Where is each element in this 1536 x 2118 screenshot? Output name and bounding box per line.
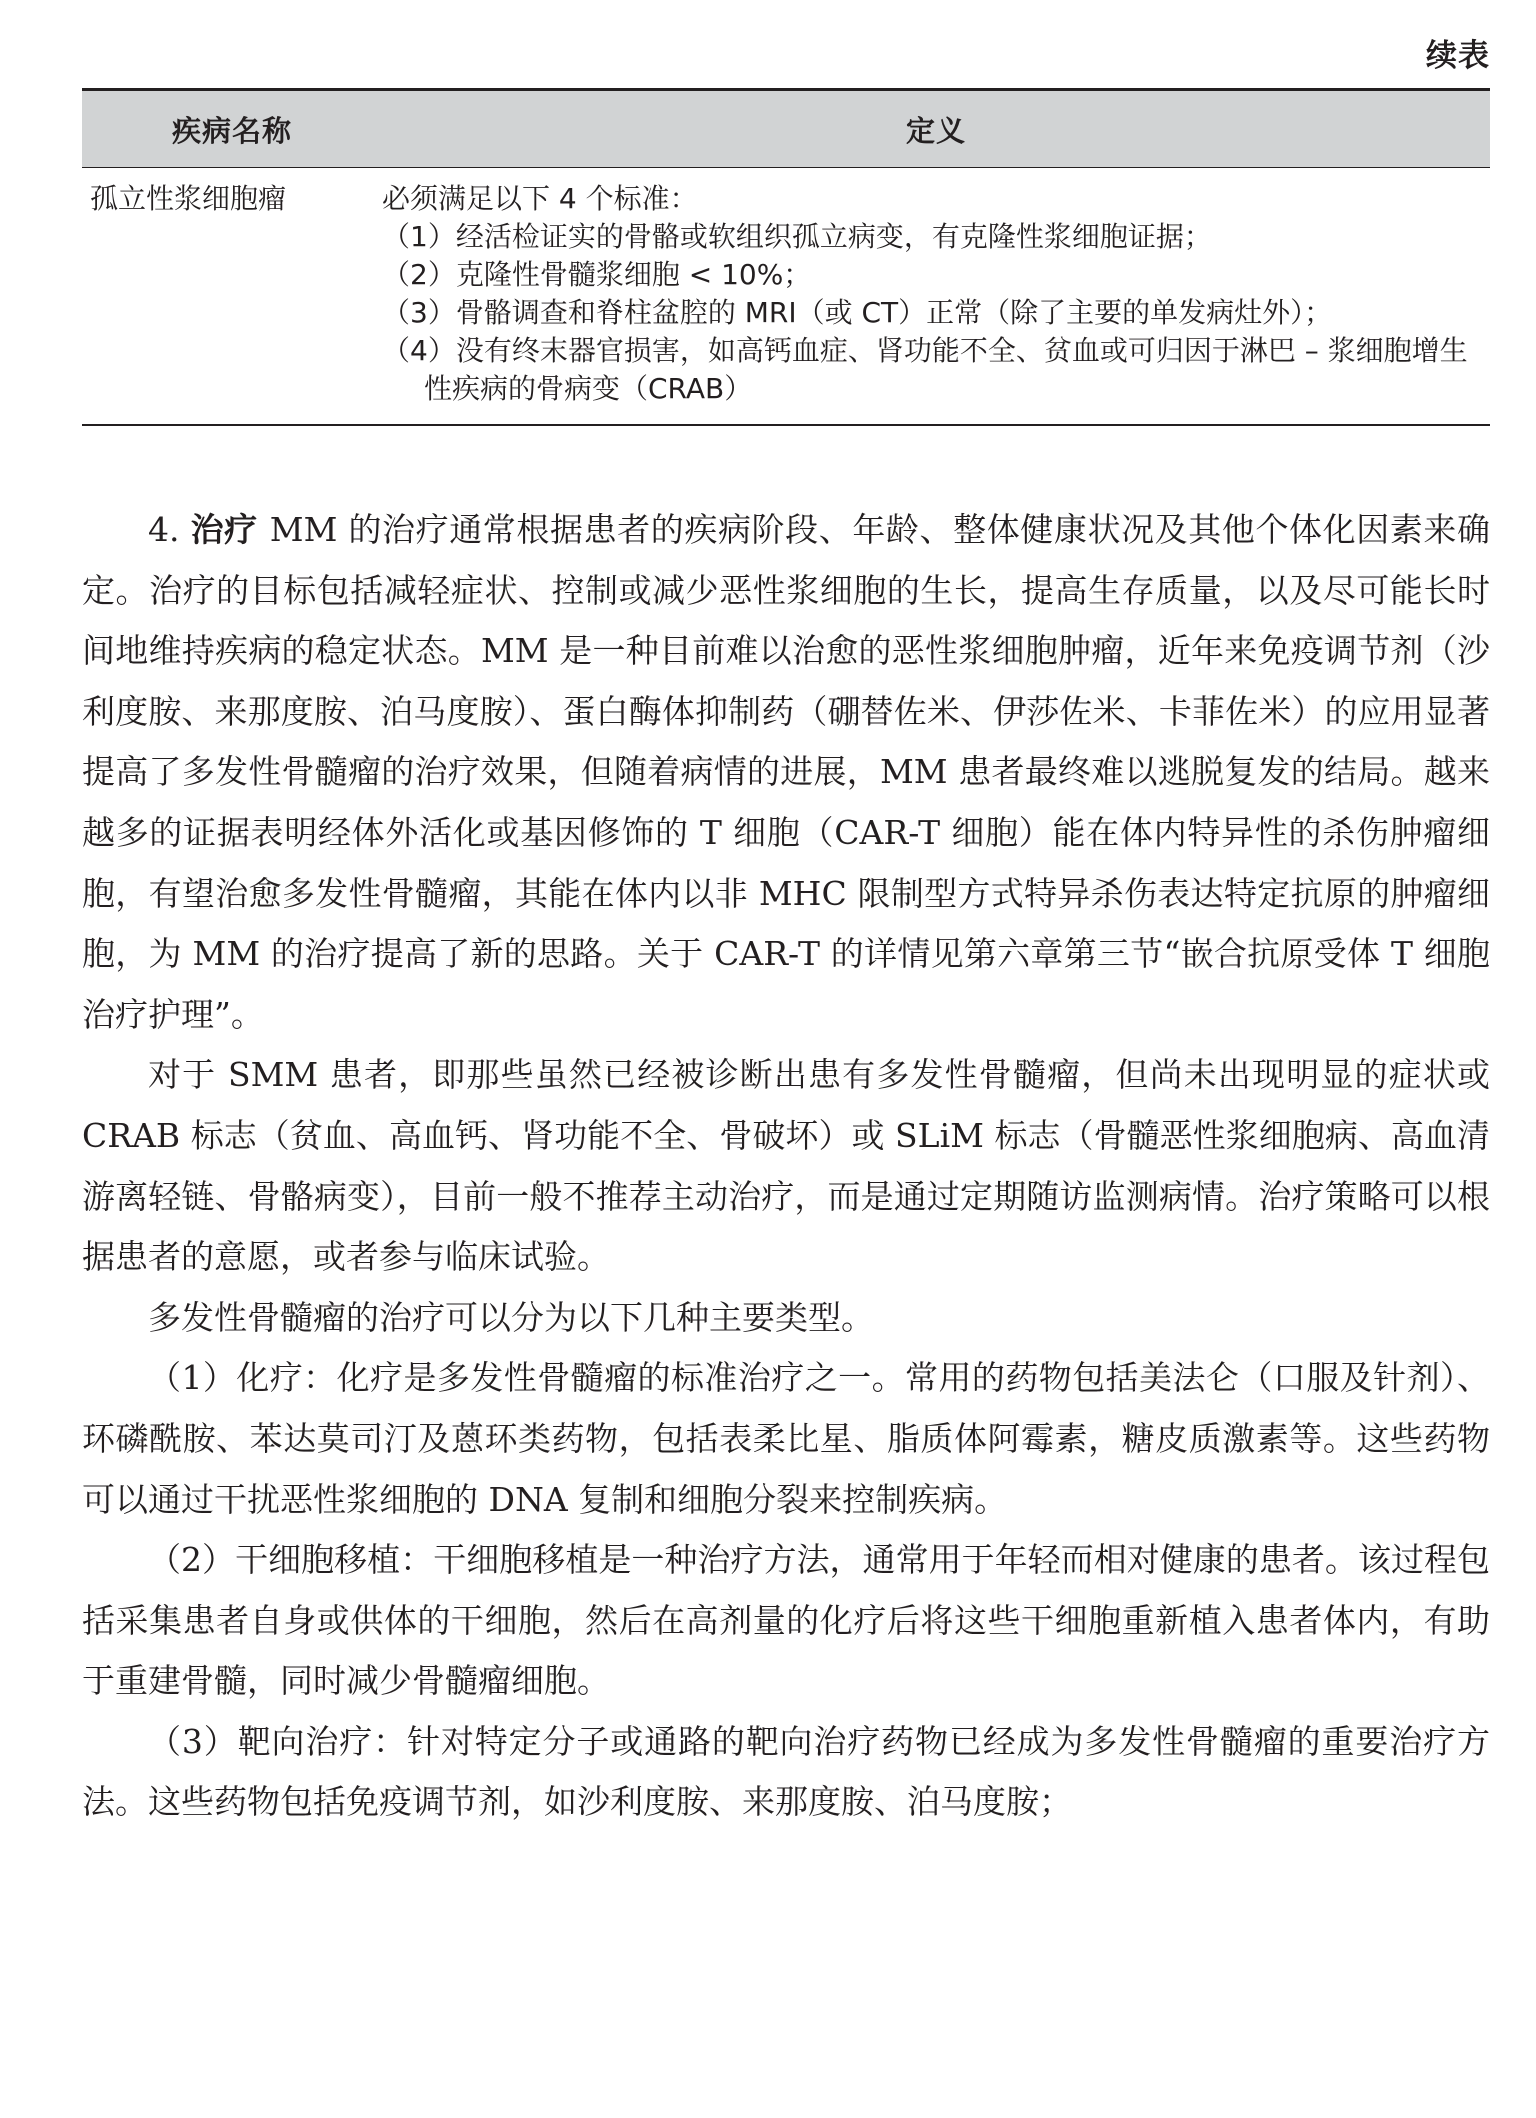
- paragraph: 多发性骨髓瘤的治疗可以分为以下几种主要类型。: [148, 1297, 874, 1337]
- criteria-intro: 必须满足以下 4 个标准：: [382, 182, 698, 215]
- criterion-item: （4）没有终末器官损害，如高钙血症、肾功能不全、贫血或可归因于淋巴 – 浆细胞增生性疾病的骨病变（CRAB）: [382, 334, 1468, 405]
- criterion-item: （2）克隆性骨髓浆细胞 < 10%；: [382, 258, 812, 291]
- table-row: [82, 168, 1490, 426]
- column-header-disease-name: 疾病名称: [82, 90, 382, 168]
- table-header-row: [82, 90, 1490, 168]
- definition-table: [82, 88, 1490, 426]
- paragraph-text: MM 的治疗通常根据患者的疾病阶段、年龄、整体健康状况及其他个体化因素来确定。治疗的目标包括减轻症状、控制或减少恶性浆细胞的生长，提高生存质量，以及尽可能长时间地维持疾病的稳定状态。MM 是一种目前难以治愈的恶性浆细胞肿瘤，近年来免疫调节剂（沙利度胺、来那度胺、泊马度胺）、蛋白酶体抑制药（硼替佐米、伊莎佐米、卡菲佐米）的应用显著提高了多发性骨髓瘤的治疗效果，但随着病情的进展，MM 患者最终难以逃脱复发的结局。越来越多的证据表明经体外活化或基因修饰的 T 细胞（CAR-T 细胞）能在体内特异性的杀伤肿瘤细胞，有望治愈多发性骨髓瘤，其能在体内以非 MHC 限制型方式特异杀伤表达特定抗原的肿瘤细胞，为 MM 的治疗提高了新的思路。关于 CAR-T 的详情见第六章第三节“嵌合抗原受体 T 细胞治疗护理”。: [82, 510, 1490, 1034]
- definition-cell: [382, 168, 1490, 426]
- body-text: [82, 500, 1490, 1833]
- paragraph: （1）化疗：化疗是多发性骨髓瘤的标准治疗之一。常用的药物包括美法仑（口服及针剂）、环磷酰胺、苯达莫司汀及蒽环类药物，包括表柔比星、脂质体阿霉素，糖皮质激素等。这些药物可以通过干扰恶性浆细胞的 DNA 复制和细胞分裂来控制疾病。: [82, 1358, 1490, 1519]
- section-title: 治疗: [190, 510, 258, 549]
- criterion-item: （3）骨骼调查和脊柱盆腔的 MRI（或 CT）正常（除了主要的单发病灶外）；: [382, 296, 1333, 329]
- paragraph: （3）靶向治疗：针对特定分子或通路的靶向治疗药物已经成为多发性骨髓瘤的重要治疗方法。这些药物包括免疫调节剂，如沙利度胺、来那度胺、泊马度胺；: [82, 1721, 1490, 1822]
- criterion-item: （1）经活检证实的骨骼或软组织孤立病变，有克隆性浆细胞证据；: [382, 220, 1212, 253]
- column-header-definition: 定义: [382, 90, 1490, 168]
- table-continued-label: 续表: [1426, 38, 1490, 74]
- disease-name-cell: 孤立性浆细胞瘤: [82, 168, 382, 426]
- section-number: 4.: [148, 510, 180, 549]
- paragraph: （2）干细胞移植：干细胞移植是一种治疗方法，通常用于年轻而相对健康的患者。该过程包括采集患者自身或供体的干细胞，然后在高剂量的化疗后将这些干细胞重新植入患者体内，有助于重建骨髓，同时减少骨髓瘤细胞。: [82, 1540, 1490, 1701]
- document-page: [82, 0, 1490, 2118]
- paragraph: 对于 SMM 患者，即那些虽然已经被诊断出患有多发性骨髓瘤，但尚未出现明显的症状或 CRAB 标志（贫血、高血钙、肾功能不全、骨破坏）或 SLiM 标志（骨髓恶性浆细胞病、高血清游离轻链、骨骼病变），目前一般不推荐主动治疗，而是通过定期随访监测病情。治疗策略可以根据患者的意愿，或者参与临床试验。: [82, 1055, 1490, 1277]
- paragraph: [82, 500, 1490, 1045]
